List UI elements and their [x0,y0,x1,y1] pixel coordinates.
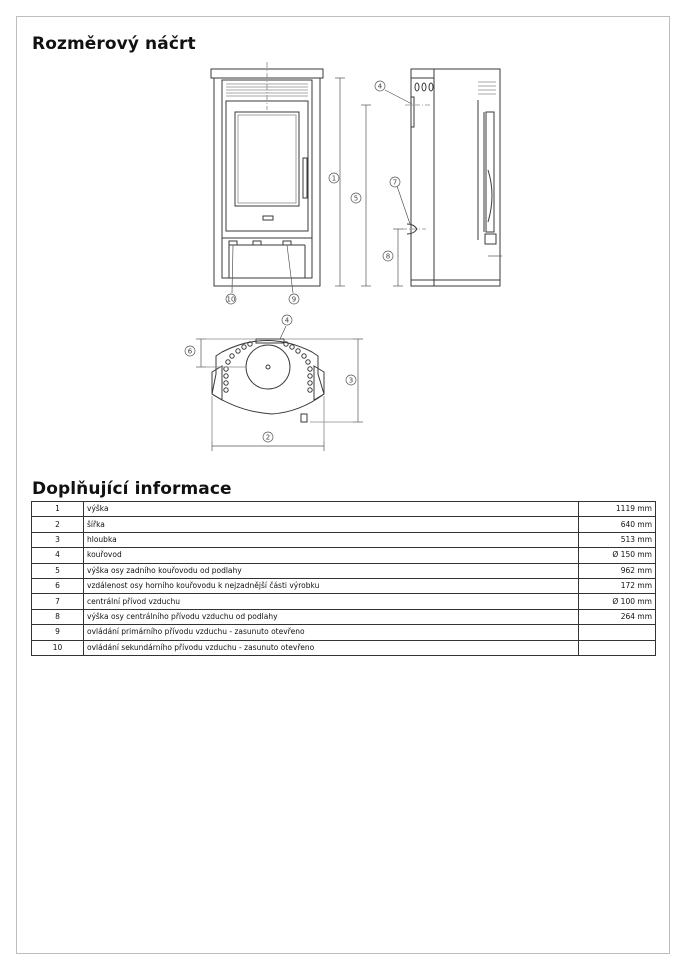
svg-text:5: 5 [353,194,359,203]
callout-5 [351,193,361,203]
row-label: ovládání sekundárního přívodu vzduchu - zasunuto otevřeno [84,640,579,655]
row-value: 513 mm [579,532,656,547]
callout-3 [346,375,356,385]
row-label: hloubka [84,532,579,547]
row-number: 3 [32,532,84,547]
callout-8 [383,251,393,261]
callout-6 [185,346,195,356]
table-row [32,640,656,655]
row-number: 8 [32,609,84,624]
row-value: Ø 150 mm [579,548,656,563]
svg-text:4: 4 [377,82,383,91]
top-view [196,326,363,451]
row-number: 2 [32,517,84,532]
table-row [32,578,656,593]
callout-10 [226,294,236,304]
row-number: 1 [32,502,84,517]
row-label: centrální přívod vzduchu [84,594,579,609]
table-row [32,594,656,609]
svg-text:10: 10 [226,295,236,304]
row-number: 6 [32,578,84,593]
callout-9 [289,294,299,304]
callout-2 [263,432,273,442]
table-row [32,517,656,532]
row-label: výška osy centrálního přívodu vzduchu od podlahy [84,609,579,624]
row-label: výška osy zadního kouřovodu od podlahy [84,563,579,578]
row-value [579,640,656,655]
svg-text:6: 6 [187,347,193,356]
table-row [32,625,656,640]
table-row [32,532,656,547]
svg-text:1: 1 [331,174,337,183]
svg-text:9: 9 [291,295,297,304]
row-label: vzdálenost osy horního kouřovodu k nejzadnější části výrobku [84,578,579,593]
row-value: 640 mm [579,517,656,532]
svg-text:2: 2 [265,433,271,442]
row-value: 172 mm [579,578,656,593]
row-number: 4 [32,548,84,563]
callout-1 [329,173,339,183]
section-title-info: Doplňující informace [32,479,232,499]
table-row [32,548,656,563]
row-label: výška [84,502,579,517]
row-number: 7 [32,594,84,609]
svg-text:8: 8 [385,252,391,261]
svg-text:4: 4 [284,316,290,325]
side-view [361,69,502,286]
row-label: kouřovod [84,548,579,563]
row-label: ovládání primárního přívodu vzduchu - zasunuto otevřeno [84,625,579,640]
svg-text:3: 3 [348,376,354,385]
row-number: 5 [32,563,84,578]
row-number: 9 [32,625,84,640]
row-number: 10 [32,640,84,655]
dimension-drawing [0,0,686,470]
callout-4-side [375,81,385,91]
table-row [32,609,656,624]
table-row [32,563,656,578]
row-value: Ø 100 mm [579,594,656,609]
info-table [31,501,656,656]
row-value: 264 mm [579,609,656,624]
row-value: 962 mm [579,563,656,578]
front-view [211,62,345,293]
row-label: šířka [84,517,579,532]
row-value [579,625,656,640]
svg-text:7: 7 [392,178,398,187]
row-value: 1119 mm [579,502,656,517]
callout-7 [390,177,400,187]
callout-4-top [282,315,292,325]
section-title-sketch: Rozměrový náčrt [32,34,196,54]
table-row [32,502,656,517]
